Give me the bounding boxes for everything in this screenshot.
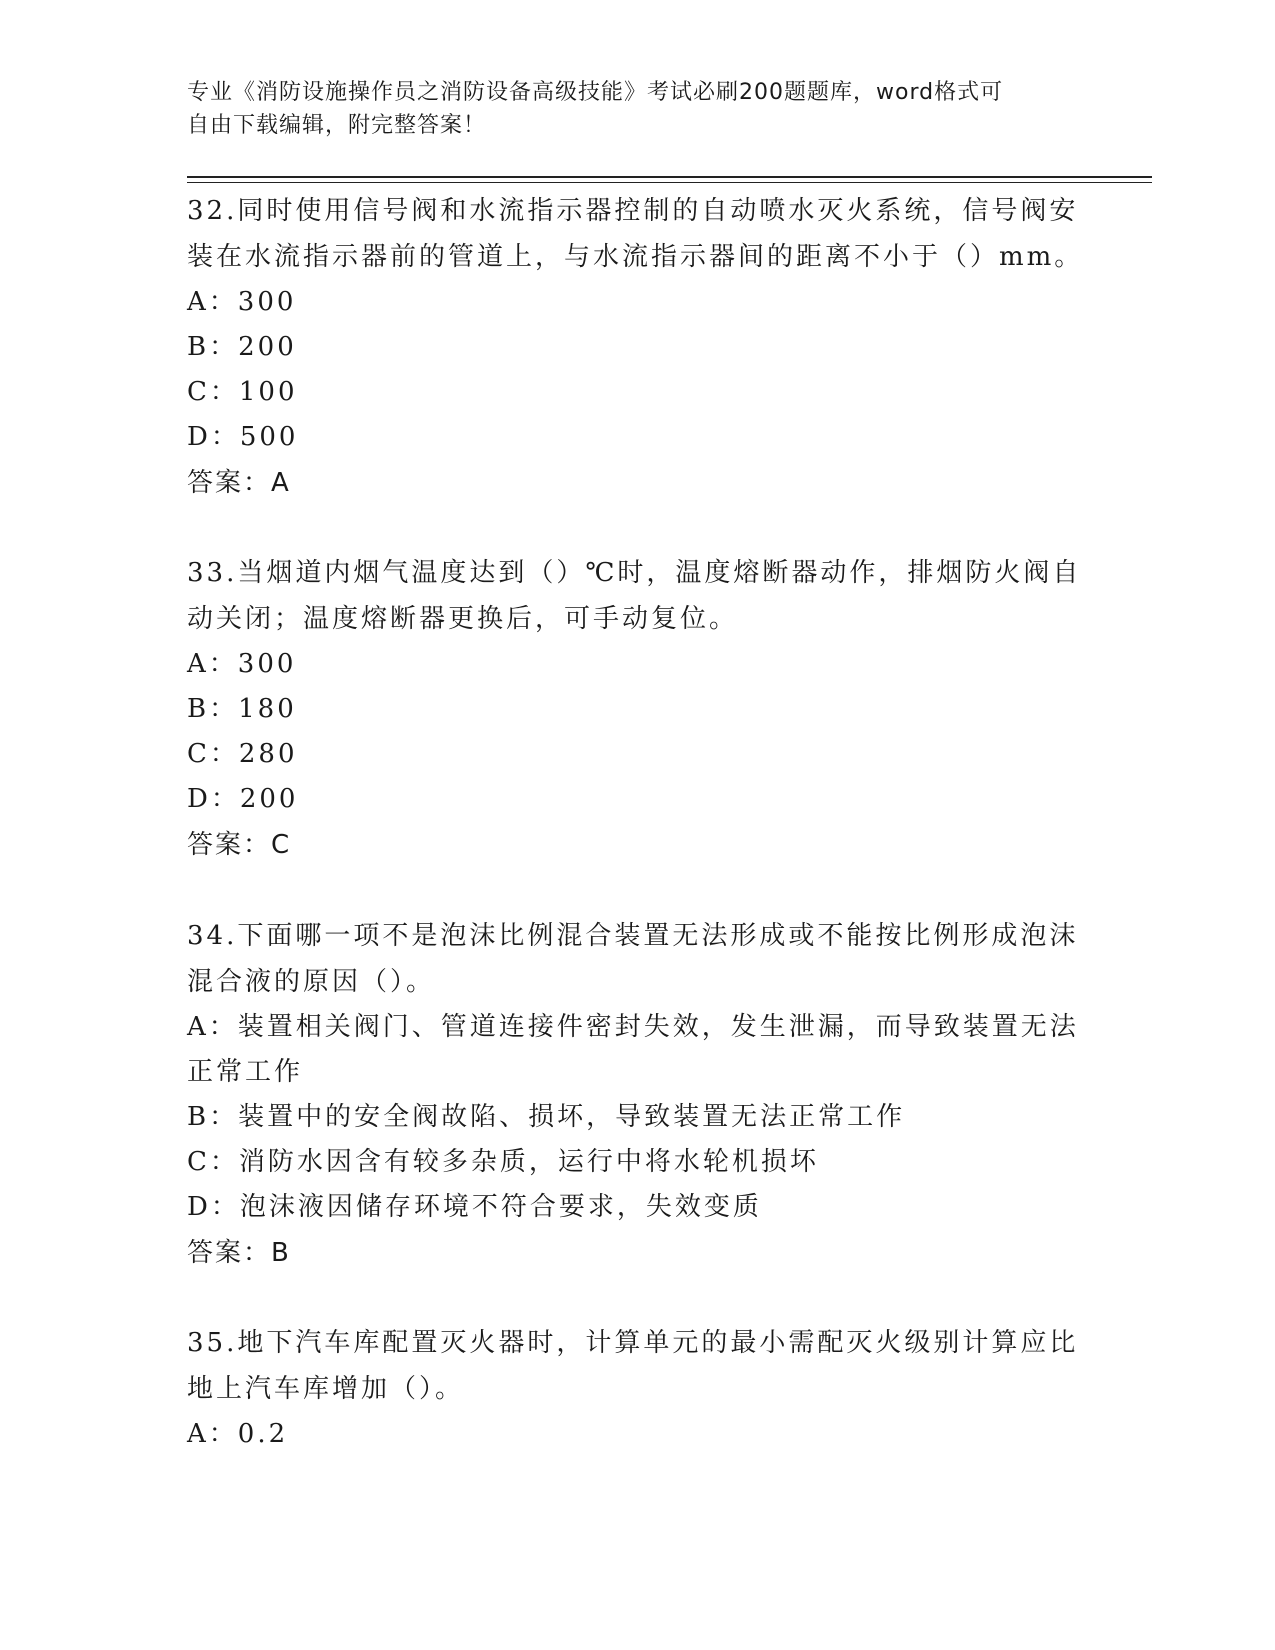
option-a: A：装置相关阀门、管道连接件密封失效，发生泄漏，而导致装置无法 xyxy=(187,1012,1079,1042)
question-34 xyxy=(187,913,1087,1276)
option-c: C：280 xyxy=(187,739,298,769)
answer: 答案：A xyxy=(187,468,291,498)
option-b: B：200 xyxy=(187,332,297,362)
option-c: C：消防水因含有较多杂质，运行中将水轮机损坏 xyxy=(187,1147,819,1177)
question-stem-line: 混合液的原因（）。 xyxy=(187,967,436,997)
question-stem-line: 地上汽车库增加（）。 xyxy=(187,1374,465,1404)
option-b: B：装置中的安全阀故陷、损坏，导致装置无法正常工作 xyxy=(187,1102,906,1132)
option-a-continued: 正常工作 xyxy=(187,1057,304,1087)
header-line-1: 专业《消防设施操作员之消防设备高级技能》考试必刷200题题库，word格式可 xyxy=(187,80,1004,105)
question-stem-line: 34.下面哪一项不是泡沫比例混合装置无法形成或不能按比例形成泡沫 xyxy=(187,921,1079,951)
option-d: D：泡沫液因储存环境不符合要求，失效变质 xyxy=(187,1192,762,1222)
option-a: A：0.2 xyxy=(187,1419,289,1449)
answer: 答案：B xyxy=(187,1238,291,1268)
option-b: B：180 xyxy=(187,694,297,724)
question-stem-line: 33.当烟道内烟气温度达到（）℃时，温度熔断器动作，排烟防火阀自 xyxy=(187,558,1082,588)
question-stem-line: 35.地下汽车库配置灭火器时，计算单元的最小需配灭火级别计算应比 xyxy=(187,1328,1079,1358)
header-line-2: 自由下载编辑，附完整答案！ xyxy=(187,113,487,138)
option-c: C：100 xyxy=(187,377,298,407)
header-divider-thick xyxy=(187,176,1152,178)
option-d: D：200 xyxy=(187,784,299,814)
option-d: D：500 xyxy=(187,422,299,452)
option-a: A：300 xyxy=(187,649,297,679)
option-a: A：300 xyxy=(187,287,297,317)
header-divider-thin xyxy=(187,182,1152,183)
question-33 xyxy=(187,550,1087,868)
question-stem-line: 32.同时使用信号阀和水流指示器控制的自动喷水灭火系统，信号阀安 xyxy=(187,196,1079,226)
question-stem-line: 动关闭；温度熔断器更换后，可手动复位。 xyxy=(187,604,739,634)
question-stem-line: 装在水流指示器前的管道上，与水流指示器间的距离不小于（）mm。 xyxy=(187,242,1084,272)
question-32 xyxy=(187,188,1087,506)
question-35 xyxy=(187,1320,1087,1457)
document-header xyxy=(187,76,1067,142)
answer: 答案：C xyxy=(187,830,292,860)
